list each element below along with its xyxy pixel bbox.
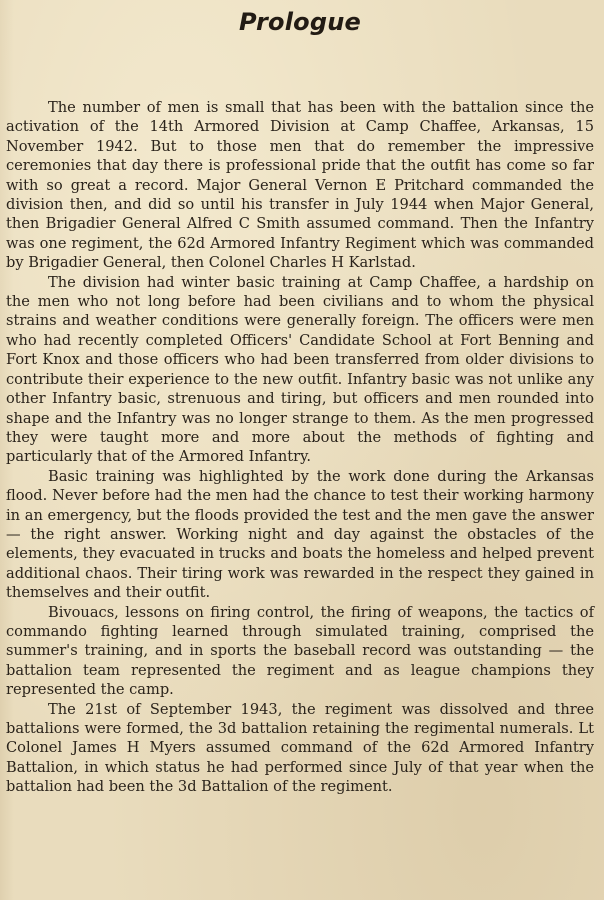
paragraph-3: Basic training was highlighted by the work done during the Arkansas flood. Never before had the men had the chance to test their working harmony in an emergency, but the floods provided the test and the men gave the answer — the right answer. Working night and day against the obstacles of the elements, they evacuated in trucks and boats the homeless and helped prevent additional chaos. Their tiring work was rewarded in the respect they gained in themselves and their outfit. — [6, 467, 594, 602]
page-title: Prologue — [238, 8, 362, 36]
paragraph-4: Bivouacs, lessons on firing control, the firing of weapons, the tactics of commando fighting learned through simulated training, comprised the summer's training, and in sports the baseball record was outstanding — the battalion team represented the regiment and as league champions they represented the camp. — [6, 603, 594, 699]
body-text — [6, 98, 594, 797]
paragraph-1: The number of men is small that has been with the battalion since the activation of the 14th Armored Division at Camp Chaffee, Arkansas, 15 November 1942. But to those men that do remember the impressive ceremonies that day there is professional pride that the outfit has come so far with so great a record. Major General Vernon E Pritchard commanded the division then, and did so until his transfer in July 1944 when Major General, then Brigadier General Alfred C Smith assumed command. Then the Infantry was one regiment, the 62d Armored Infantry Regiment which was commanded by Brigadier General, then Colonel Charles H Karlstad. — [6, 99, 594, 272]
paragraph-2: The division had winter basic training at Camp Chaffee, a hardship on the men who not long before had been civilians and to whom the physical strains and weather conditions were generally foreign. The officers were men who had recently completed Officers' Candidate School at Fort Benning and Fort Knox and those officers who had been transferred from older divisions to contribute their experience to the new outfit. Infantry basic was not unlike any other Infantry basic, strenuous and tiring, but officers and men rounded into shape and the Infantry was no longer strange to them. As the men progressed they were taught more and more about the methods of fighting and particularly that of the Armored Infantry. — [6, 273, 594, 466]
paragraph-5: The 21st of September 1943, the regiment was dissolved and three battalions were formed, the 3d battalion retaining the regimental numerals. Lt Colonel James H Myers assumed command of the 62d Armored Infantry Battalion, in which status he had performed since July of that year when the battalion had been the 3d Battalion of the regiment. — [6, 700, 594, 796]
